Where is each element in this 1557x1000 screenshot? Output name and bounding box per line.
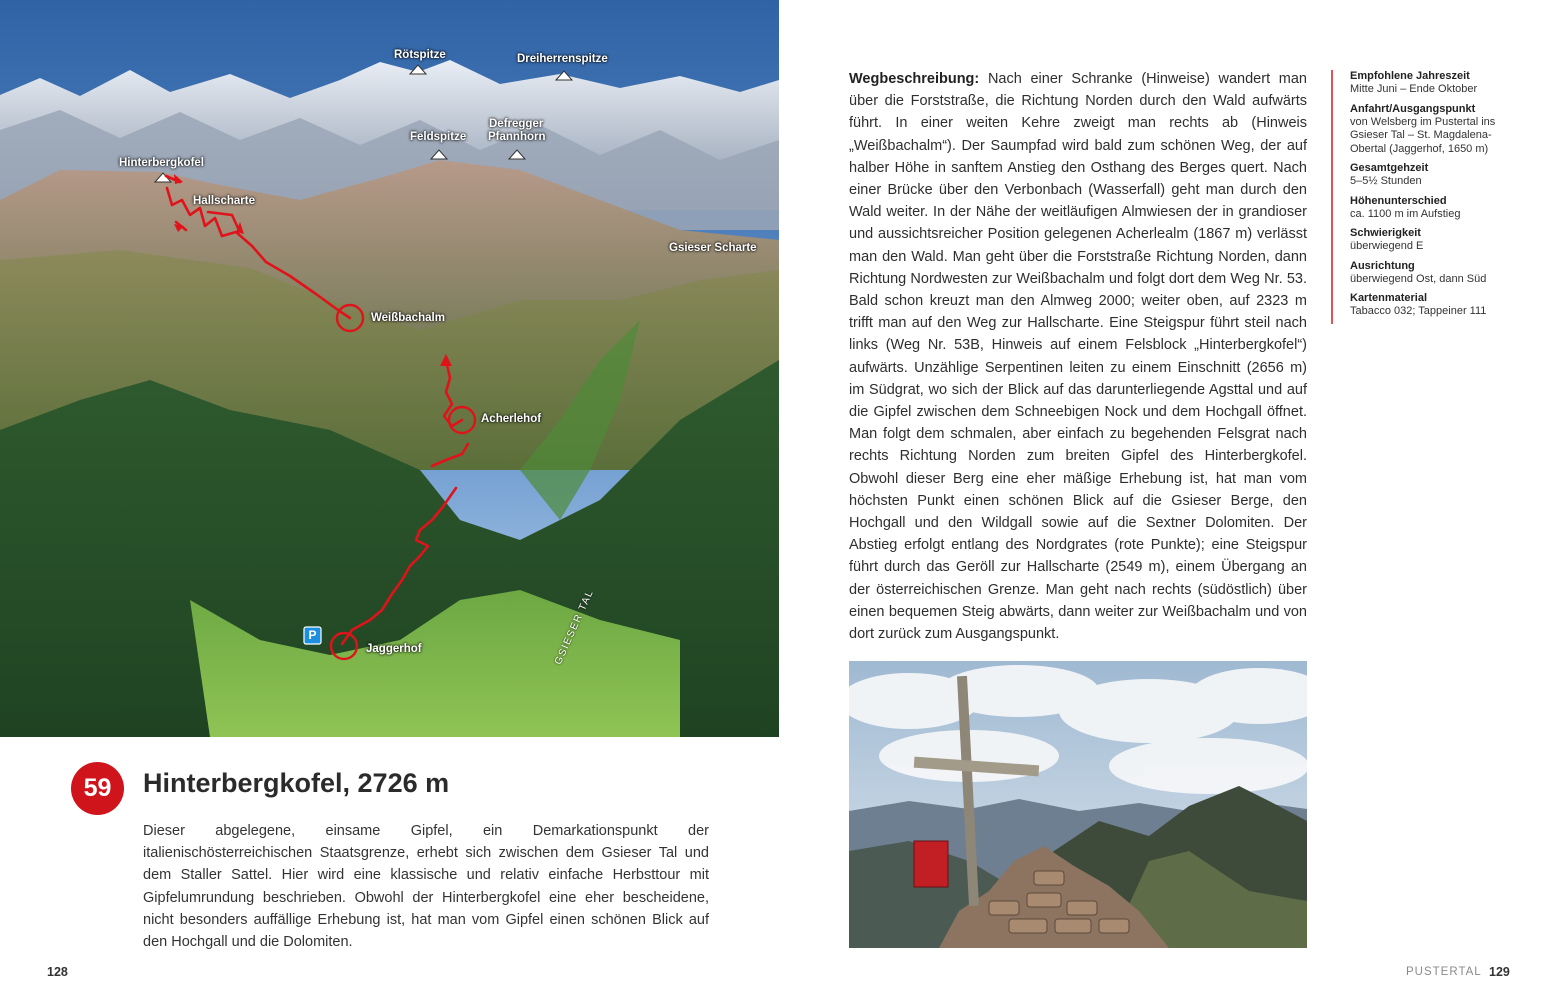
tour-title: Hinterbergkofel, 2726 m [143,768,450,798]
info-value: überwiegend Ost, dann Süd [1350,272,1487,285]
info-value: 5–5½ Stunden [1350,175,1422,187]
map-label-hinterbergkofel: Hinterbergkofel [119,157,204,169]
info-difficulty [1350,227,1511,254]
info-label: Höhenunterschied [1350,194,1447,207]
info-value: ca. 1100 m im Aufstieg [1350,207,1461,220]
map-label-gsieser-tal: GSIESER TAL [553,587,597,667]
page-number-right: 129 [1489,965,1510,979]
route-description [849,68,1307,645]
tour-info-box [1331,70,1511,324]
info-season [1350,70,1511,97]
info-label: Empfohlene Jahreszeit [1350,70,1470,82]
section-name: PUSTERTAL [1406,966,1482,978]
info-label: Anfahrt/Ausgangspunkt [1350,102,1476,115]
summit-illustration [849,661,1307,948]
map-label-dreiherrenspitze: Dreiherrenspitze [517,53,608,65]
tour-number-badge: 59 [71,762,124,815]
map-label-roetspitze: Rötspitze [394,49,446,61]
info-label: Gesamtgehzeit [1350,162,1429,174]
info-duration [1350,162,1511,189]
info-maps [1350,292,1511,319]
summit-book-box [914,841,948,887]
info-label: Ausrichtung [1350,259,1415,272]
map-label-pfannhorn: Pfannhorn [488,131,546,143]
map-label-gsieser-scharte: Gsieser Scharte [669,242,757,254]
info-value: von Welsberg im Pustertal ins Gsieser Tal – St. Magdalena-Obertal (Jaggerhof, 1650 m) [1350,115,1496,155]
map-label-defregger: Defregger [489,118,544,130]
terrain-illustration [0,0,779,737]
map-label-jaggerhof: Jaggerhof [366,643,422,655]
route-description-lead: Wegbeschreibung: [849,71,980,87]
summit-cross-photo [849,661,1307,948]
info-value: Mitte Juni – Ende Oktober [1350,83,1478,95]
map-label-acherlehof: Acherlehof [481,413,542,425]
info-orientation [1350,260,1511,287]
info-label: Schwierigkeit [1350,227,1421,239]
map-label-weissbachalm: Weißbachalm [371,312,445,324]
info-elevation [1350,195,1511,222]
map-label-hallscharte: Hallscharte [193,195,256,207]
info-label: Kartenmaterial [1350,292,1428,304]
parking-icon: P [308,628,317,642]
aerial-route-map [0,0,779,737]
info-value: Tabacco 032; Tappeiner 111 [1350,305,1487,317]
tour-intro-text: Dieser abgelegene, einsame Gipfel, ein Demarkationspunkt der italienischösterreichischen Staatsgrenze, erhebt sich zwischen dem Gsieser Tal und dem Staller Sattel. Hier wird eine klassische und relativ einfache Herbsttour mit Gipfelumrundung beschrieben. Obwohl der Hinterbergkofel eine eher bescheidene, nicht besonders auffällige Erhebung ist, hat man vom Gipfel einen schönen Blick auf den Hochgall und die Dolomiten. [143,823,709,951]
info-access [1350,103,1511,157]
info-value: überwiegend E [1350,240,1424,252]
map-label-feldspitze: Feldspitze [410,131,467,143]
page-number-left: 128 [47,965,68,979]
route-description-text: Nach einer Schranke (Hinweise) wandert man über die Forststraße, die Richtung Norden durch den Wald aufwärts führt. In einer weiten Kehre zweigt man rechts ab (Hinweis „Weißbachalm“). Der Saumpfad wird bald zum schönen Weg, der auf halber Höhe in sanftem Anstieg den Osthang des Berges quert. Nach einer Brücke über den Verbonbach (Wasserfall) geht man durch den Wald weiter. In der Nähe der weitläufigen Almwiesen der in grandioser und aussichtsreicher Position gelegenen Acherlealm (1867 m) verlässt man den Wald. Man geht über die Forststraße Richtung Norden, dann Richtung Nordwesten zur Weißbachalm und folgt dort dem Weg Nr. 53. Bald schon kreuzt man den Almweg 2000; weiter oben, auf 2323 m trifft man auf den Weg zur Hallscharte. Eine Steigspur führt steil nach links (Weg Nr. 53B, Hinweis auf einem Felsblock „Hinterbergkofel“) aufwärts. Unzählige Serpentinen leiten zu einem Einschnitt (2656 m) im Südgrat, wo sich der Blick auf das darunterliegende Agsttal und auf die Gipfel zwischen dem Schneebigen Nock und dem Hochgall öffnet. Man folgt dem schmalen, aber einfach zu begehenden Felsgrat nach rechts Richtung Norden zum breiten Gipfel des Hinterbergkofel. Obwohl dieser Berg eine eher mäßige Erhebung ist, hat man vom höchsten Punkt einen schönen Blick auf die Gsieser Berge, den Hochgall und den Wildgall sowie auf die Sextner Dolomiten. Der Abstieg erfolgt entlang des Nordgrates (rote Punkte); eine Steigspur führt durch das Geröll zur Hallscharte (2549 m), einem Übergang an der österreichischen Grenze. Man geht nach rechts (südöstlich) über einen bequemen Steig abwärts, dann weiter zur Weißbachalm und von dort zurück zum Ausgangspunkt. [849,71,1307,643]
